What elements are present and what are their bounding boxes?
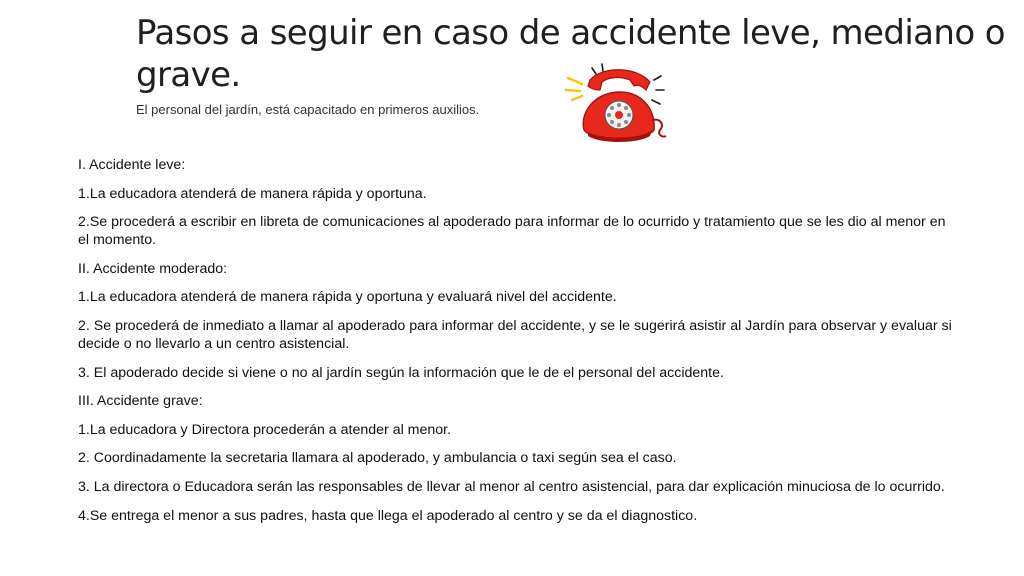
step-grave-4: 4.Se entrega el menor a sus padres, hasta que llega el apoderado al centro y se da el diagnostico. (78, 507, 698, 524)
step-moderado-1: 1.La educadora atenderá de manera rápida y oportuna y evaluará nivel del accidente. (78, 289, 617, 306)
step-grave-2: 2. Coordinadamente la secretaria llamara al apoderado, y ambulancia o taxi según sea el caso. (78, 450, 677, 467)
step-leve-1: 1.La educadora atenderá de manera rápida y oportuna. (78, 185, 427, 202)
procedure-text (78, 156, 958, 535)
ringing-telephone-icon (562, 60, 672, 144)
step-moderado-2: 2. Se procederá de inmediato a llamar al apoderado para informar del accidente, y se le sugerirá asistir al Jardín para observar y evaluar si decide o no llevarlo a un centro asistencial. (78, 317, 952, 352)
step-grave-1: 1.La educadora y Directora procederán a atender al menor. (78, 421, 452, 438)
step-grave-3: 3. La directora o Educadora serán las responsables de llevar al menor al centro asistencial, para dar explicación minuciosa de lo ocurrido. (78, 478, 945, 495)
step-moderado-3: 3. El apoderado decide si viene o no al jardín según la información que le de el personal del accidente. (78, 364, 724, 381)
section-heading-grave: III. Accidente grave: (78, 393, 203, 410)
section-heading-leve: I. Accidente leve: (78, 157, 186, 173)
step-leve-2: 2.Se procederá a escribir en libreta de comunicaciones al apoderado para informar de lo ocurrido y tratamiento que se les dio al menor en el momento. (78, 214, 946, 249)
section-heading-moderado: II. Accidente moderado: (78, 260, 228, 277)
slide-subtitle: El personal del jardín, está capacitado en primeros auxilios. (136, 102, 480, 117)
slide-title: Pasos a seguir en caso de accidente leve, mediano o grave. (136, 13, 1005, 95)
